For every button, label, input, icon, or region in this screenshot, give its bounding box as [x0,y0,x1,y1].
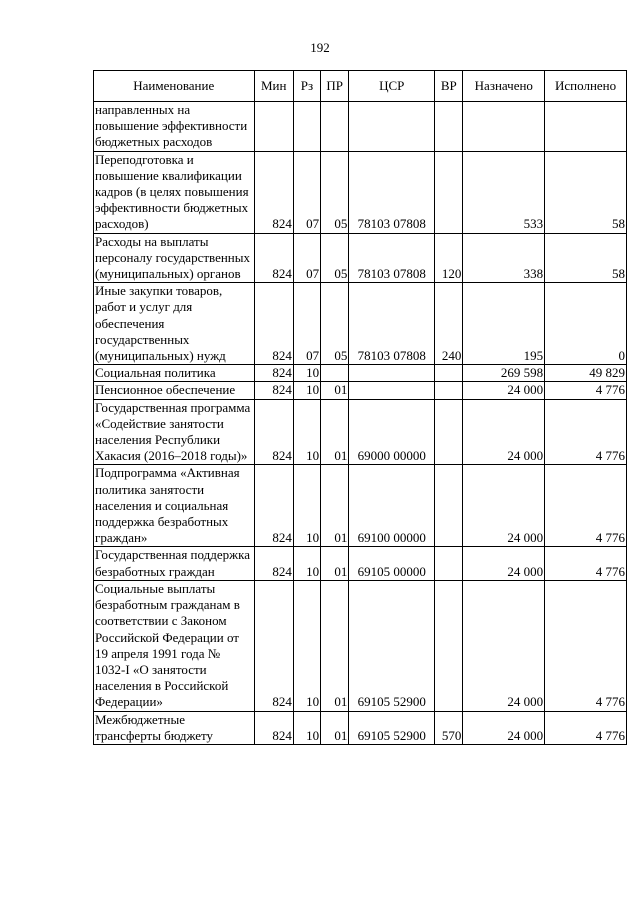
cell-csr: 78103 07808 [349,283,435,365]
cell-assigned [463,102,545,152]
cell-name: Иные закупки товаров, работ и услуг для обеспечения государственных (муниципальных) нужд [94,283,255,365]
cell-vr [435,465,463,547]
cell-vr [435,365,463,382]
cell-vr: 120 [435,233,463,283]
cell-assigned: 338 [463,233,545,283]
table-row [94,465,627,547]
table-row [94,547,627,580]
cell-executed: 4 776 [545,580,627,711]
cell-csr: 69105 00000 [349,547,435,580]
cell-rz: 07 [293,151,320,233]
cell-pr: 01 [321,547,349,580]
header-row [94,71,627,102]
cell-name: Межбюджетные трансферты бюджету [94,711,255,744]
cell-assigned: 269 598 [463,365,545,382]
cell-executed: 58 [545,151,627,233]
cell-name: направленных на повышение эффективности бюджетных расходов [94,102,255,152]
cell-csr [349,102,435,152]
cell-rz: 10 [293,711,320,744]
header-csr: ЦСР [349,71,435,102]
cell-pr [321,102,349,152]
header-vr: ВР [435,71,463,102]
table-row [94,382,627,399]
cell-vr [435,547,463,580]
cell-executed: 4 776 [545,382,627,399]
cell-assigned: 533 [463,151,545,233]
header-assigned: Назначено [463,71,545,102]
cell-min: 824 [254,580,293,711]
cell-name: Социальные выплаты безработным гражданам в соответствии с Законом Российской Федерации от 19 апреля 1991 года № 1032-I «О занятости населения в Российской Федерации» [94,580,255,711]
cell-pr: 01 [321,399,349,465]
cell-pr [321,365,349,382]
cell-rz: 07 [293,283,320,365]
cell-executed [545,102,627,152]
cell-vr: 240 [435,283,463,365]
cell-rz: 10 [293,382,320,399]
cell-min: 824 [254,711,293,744]
cell-executed: 4 776 [545,711,627,744]
cell-pr: 05 [321,151,349,233]
cell-assigned: 24 000 [463,465,545,547]
cell-assigned: 24 000 [463,547,545,580]
table-row [94,102,627,152]
page-number: 192 [310,40,330,55]
header-pr: ПР [321,71,349,102]
cell-csr: 78103 07808 [349,233,435,283]
cell-vr: 570 [435,711,463,744]
cell-executed: 49 829 [545,365,627,382]
cell-rz: 10 [293,365,320,382]
header-rz: Рз [293,71,320,102]
table-row [94,283,627,365]
cell-csr: 69105 52900 [349,580,435,711]
cell-csr: 69100 00000 [349,465,435,547]
cell-executed: 4 776 [545,547,627,580]
table-row [94,580,627,711]
cell-pr: 01 [321,580,349,711]
cell-min: 824 [254,151,293,233]
cell-min: 824 [254,399,293,465]
cell-pr: 05 [321,283,349,365]
table-row [94,233,627,283]
cell-csr [349,365,435,382]
cell-min: 824 [254,382,293,399]
cell-pr: 05 [321,233,349,283]
cell-rz: 10 [293,465,320,547]
cell-assigned: 24 000 [463,711,545,744]
cell-name: Пенсионное обеспечение [94,382,255,399]
cell-pr: 01 [321,465,349,547]
cell-csr [349,382,435,399]
cell-name: Государственная программа «Содействие занятости населения Республики Хакасия (2016–2018 годы)» [94,399,255,465]
cell-name: Государственная поддержка безработных граждан [94,547,255,580]
cell-assigned: 24 000 [463,399,545,465]
table-row [94,399,627,465]
cell-min [254,102,293,152]
cell-min: 824 [254,283,293,365]
cell-vr [435,151,463,233]
cell-rz: 10 [293,547,320,580]
cell-name: Переподготовка и повышение квалификации кадров (в целях повышения эффективности бюджетных расходов) [94,151,255,233]
cell-csr: 69000 00000 [349,399,435,465]
header-min: Мин [254,71,293,102]
header-executed: Исполнено [545,71,627,102]
cell-rz [293,102,320,152]
cell-assigned: 24 000 [463,382,545,399]
cell-min: 824 [254,547,293,580]
cell-pr: 01 [321,382,349,399]
cell-executed: 4 776 [545,465,627,547]
cell-vr [435,399,463,465]
cell-pr: 01 [321,711,349,744]
table-row [94,711,627,744]
header-name: Наименование [94,71,255,102]
table-row [94,151,627,233]
cell-executed: 58 [545,233,627,283]
budget-table [93,70,627,745]
cell-vr [435,580,463,711]
cell-rz: 07 [293,233,320,283]
cell-min: 824 [254,465,293,547]
cell-rz: 10 [293,580,320,711]
cell-min: 824 [254,233,293,283]
cell-executed: 0 [545,283,627,365]
cell-name: Расходы на выплаты персоналу государственных (муниципальных) органов [94,233,255,283]
cell-assigned: 195 [463,283,545,365]
cell-assigned: 24 000 [463,580,545,711]
cell-vr [435,102,463,152]
cell-name: Социальная политика [94,365,255,382]
cell-csr: 69105 52900 [349,711,435,744]
cell-executed: 4 776 [545,399,627,465]
cell-min: 824 [254,365,293,382]
cell-vr [435,382,463,399]
cell-rz: 10 [293,399,320,465]
cell-name: Подпрограмма «Активная политика занятости населения и социальная поддержка безработных граждан» [94,465,255,547]
cell-csr: 78103 07808 [349,151,435,233]
table-row [94,365,627,382]
